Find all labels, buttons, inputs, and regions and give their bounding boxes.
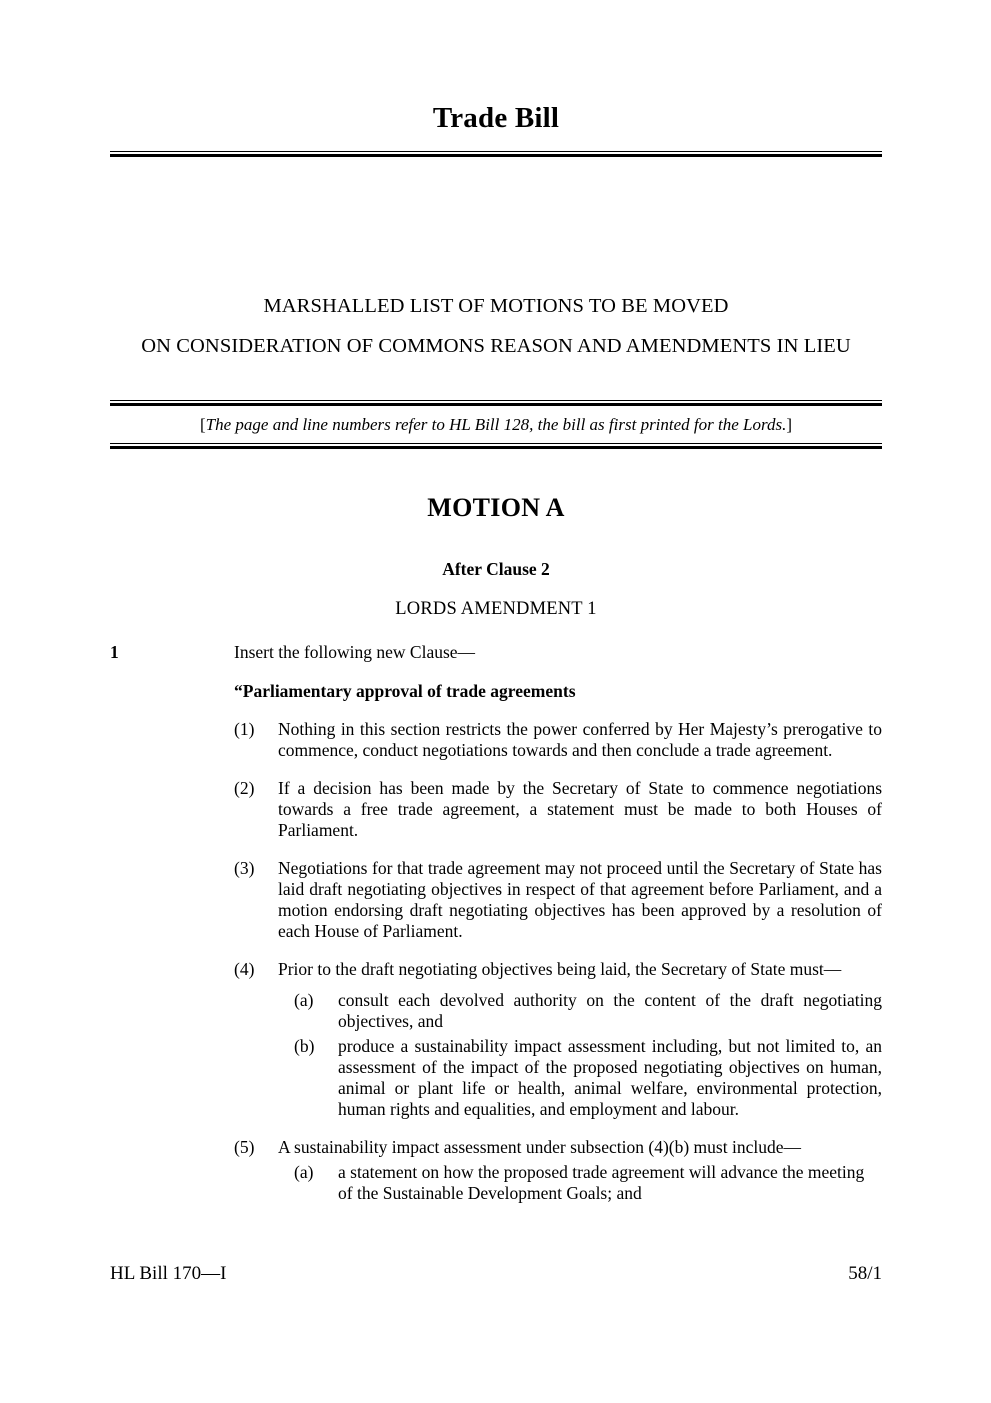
heading-line-2: ON CONSIDERATION OF COMMONS REASON AND AMENDMENTS IN LIEU bbox=[141, 334, 851, 357]
subsection-text: Nothing in this section restricts the power conferred by Her Majesty’s prerogative to commence, conduct negotiations towards and then conclude a trade agreement. bbox=[278, 718, 882, 760]
insert-instruction: Insert the following new Clause— bbox=[234, 641, 476, 662]
amendment-label: LORDS AMENDMENT 1 bbox=[395, 598, 597, 619]
note-text: The page and line numbers refer to HL Bill 128, the bill as first printed for the Lords. bbox=[205, 414, 787, 434]
page-number: 58/1 bbox=[848, 1263, 882, 1284]
marshalled-list-heading bbox=[110, 157, 882, 366]
subsection bbox=[110, 841, 882, 942]
subsection bbox=[110, 702, 882, 761]
amendment-body bbox=[110, 620, 882, 1204]
subsection-text: If a decision has been made by the Secretary of State to commence negotiations towards a free trade agreement, a statement must be made to both Houses of Parliament. bbox=[278, 777, 882, 840]
paragraph-text: consult each devolved authority on the content of the draft negotiating objectives, and bbox=[338, 989, 882, 1031]
note-open-bracket: [ bbox=[199, 414, 206, 434]
paragraph-marker: (a) bbox=[294, 1161, 314, 1182]
paragraph-text: a statement on how the proposed trade agreement will advance the meeting of the Sustainable Development Goals; and bbox=[338, 1161, 865, 1203]
paragraph-group bbox=[110, 1158, 882, 1204]
subsection-marker: (5) bbox=[234, 1136, 255, 1157]
subsection-marker: (1) bbox=[234, 718, 255, 739]
page-content bbox=[110, 0, 882, 1403]
subsection-text: A sustainability impact assessment under subsection (4)(b) must include— bbox=[278, 1136, 801, 1157]
paragraph bbox=[110, 1158, 882, 1204]
page-footer bbox=[110, 1262, 882, 1286]
paragraph bbox=[110, 986, 882, 1032]
clause-heading: After Clause 2 bbox=[442, 558, 550, 579]
subsection bbox=[110, 761, 882, 841]
paragraph-text: produce a sustainability impact assessment including, but not limited to, an assessment of the impact of the proposed negotiating objectives on human, animal or plant life or health, animal welfare, environmental protection, human rights and equalities, and employment and labour. bbox=[338, 1035, 882, 1119]
heading-line-1: MARSHALLED LIST OF MOTIONS TO BE MOVED bbox=[263, 294, 729, 317]
bill-reference: HL Bill 170—I bbox=[110, 1263, 227, 1284]
subsection bbox=[110, 1120, 882, 1158]
subsection-marker: (4) bbox=[234, 958, 255, 979]
note-block bbox=[110, 400, 882, 449]
subsection-text: Prior to the draft negotiating objectives being laid, the Secretary of State must— bbox=[278, 958, 842, 979]
subsection-marker: (2) bbox=[234, 777, 255, 798]
page-title: Trade Bill bbox=[432, 102, 560, 134]
paragraph bbox=[110, 1032, 882, 1120]
line-number: 1 bbox=[110, 641, 119, 662]
paragraph-marker: (a) bbox=[294, 989, 314, 1010]
paragraph-marker: (b) bbox=[294, 1035, 315, 1056]
subsection-text: Negotiations for that trade agreement may not proceed until the Secretary of State has laid draft negotiating objectives in respect of that agreement before Parliament, and a motion endorsing draft negotiating objectives has been approved by a resolution of each House of Parliament. bbox=[278, 857, 882, 941]
motion-title: MOTION A bbox=[427, 492, 565, 522]
page-line-note bbox=[110, 406, 882, 443]
new-clause-title: “Parliamentary approval of trade agreements bbox=[234, 680, 576, 701]
subsection bbox=[110, 942, 882, 980]
note-close-bracket: ] bbox=[786, 414, 793, 434]
paragraph-group bbox=[110, 980, 882, 1120]
subsection-marker: (3) bbox=[234, 857, 255, 878]
